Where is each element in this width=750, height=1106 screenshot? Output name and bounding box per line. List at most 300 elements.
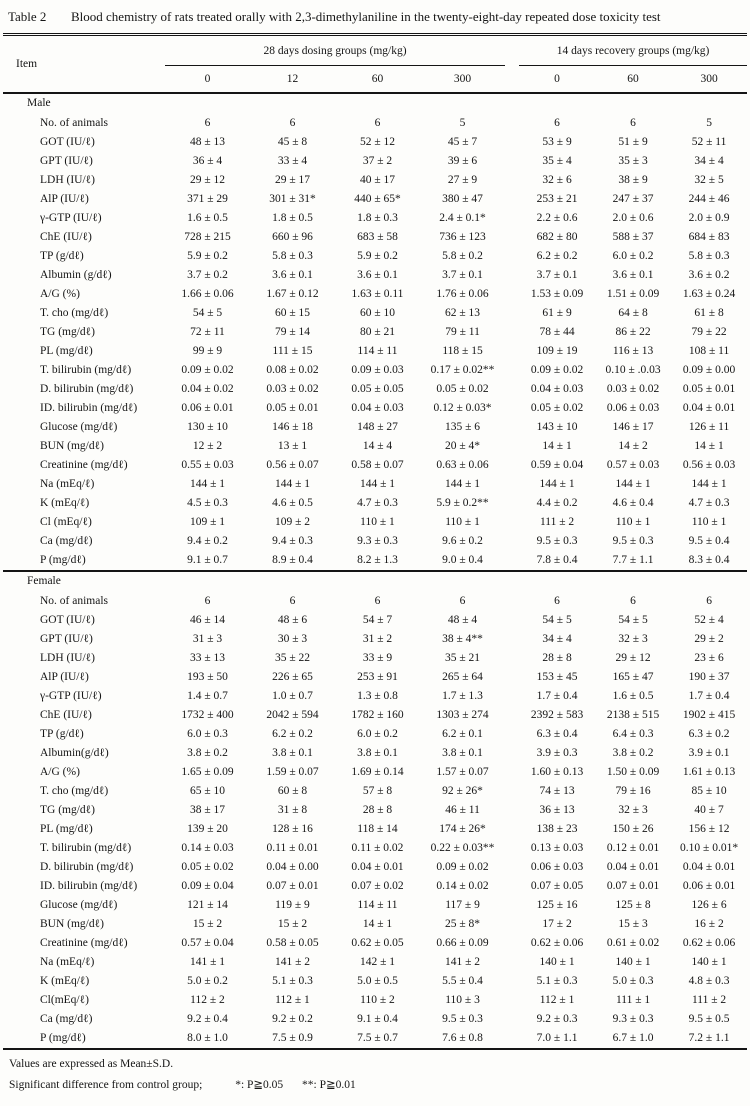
value-cell: 48 ± 13 xyxy=(189,135,226,148)
table-row xyxy=(3,114,747,133)
value-cell: 1782 ± 160 xyxy=(351,708,404,721)
column-gap xyxy=(505,228,519,247)
column-gap xyxy=(505,744,519,763)
value-cell: 0.12 ± 0.03* xyxy=(433,401,492,414)
value-cell: 79 ± 22 xyxy=(691,325,727,338)
value-cell: 0.14 ± 0.02 xyxy=(436,879,489,892)
row-item-label: D. bilirubin (mg/dℓ) xyxy=(40,860,134,873)
value-cell: 141 ± 2 xyxy=(274,955,311,968)
value-cell: 57 ± 8 xyxy=(362,784,393,797)
table-row xyxy=(3,972,747,991)
value-cell: 35 ± 21 xyxy=(444,651,481,664)
value-cell: 9.5 ± 0.5 xyxy=(688,1012,730,1025)
value-cell: 80 ± 21 xyxy=(359,325,396,338)
value-cell: 109 ± 2 xyxy=(274,515,311,528)
significance-p001: **: P≧0.01 xyxy=(302,1079,356,1091)
column-gap xyxy=(505,532,519,551)
value-cell: 8.2 ± 1.3 xyxy=(357,553,398,566)
row-item-label: No. of animals xyxy=(40,594,109,607)
value-cell: 61 ± 8 xyxy=(694,306,724,319)
value-cell: 112 ± 2 xyxy=(190,993,225,1006)
value-cell: 0.03 ± 0.02 xyxy=(606,382,660,395)
column-gap xyxy=(505,858,519,877)
row-item-label: P (mg/dℓ) xyxy=(40,1031,86,1044)
value-cell: 15 ± 2 xyxy=(277,917,308,930)
value-cell: 54 ± 5 xyxy=(542,613,572,626)
value-cell: 85 ± 10 xyxy=(691,784,727,797)
value-cell: 38 ± 9 xyxy=(618,173,648,186)
value-cell: 79 ± 14 xyxy=(274,325,311,338)
value-cell: 1.7 ± 0.4 xyxy=(688,689,730,702)
value-cell: 0.57 ± 0.04 xyxy=(181,936,234,949)
column-gap xyxy=(505,551,519,571)
row-item-label: K (mEq/ℓ) xyxy=(40,974,90,987)
value-cell: 40 ± 17 xyxy=(359,173,396,186)
column-gap xyxy=(505,991,519,1010)
column-gap xyxy=(505,687,519,706)
value-cell: 6.2 ± 0.1 xyxy=(442,727,483,740)
value-cell: 37 ± 2 xyxy=(362,154,393,167)
value-cell: 114 ± 11 xyxy=(357,898,398,911)
value-cell: 144 ± 1 xyxy=(539,477,575,490)
value-cell: 1.65 ± 0.09 xyxy=(181,765,234,778)
value-cell: 29 ± 17 xyxy=(274,173,311,186)
value-cell: 683 ± 58 xyxy=(357,230,398,243)
value-cell: 14 ± 1 xyxy=(362,917,393,930)
value-cell: 23 ± 6 xyxy=(694,651,724,664)
value-cell: 9.6 ± 0.2 xyxy=(442,534,483,547)
value-cell: 588 ± 37 xyxy=(612,230,654,243)
row-item-label: T. bilirubin (mg/dℓ) xyxy=(40,363,132,376)
column-gap xyxy=(505,323,519,342)
column-gap xyxy=(505,706,519,725)
value-cell: 0.03 ± 0.02 xyxy=(266,382,319,395)
value-cell: 14 ± 1 xyxy=(694,439,724,452)
value-cell: 4.7 ± 0.3 xyxy=(357,496,398,509)
value-cell: 2.0 ± 0.9 xyxy=(688,211,730,224)
value-cell: 16 ± 2 xyxy=(694,917,724,930)
value-cell: 1.59 ± 0.07 xyxy=(266,765,319,778)
value-cell: 32 ± 5 xyxy=(694,173,724,186)
recovery-group-header: 14 days recovery groups (mg/kg) xyxy=(519,35,747,66)
section-header-row xyxy=(3,571,747,592)
value-cell: 9.2 ± 0.3 xyxy=(536,1012,578,1025)
value-cell: 2042 ± 594 xyxy=(266,708,319,721)
row-item-label: GPT (IU/ℓ) xyxy=(40,632,93,645)
value-cell: 0.57 ± 0.03 xyxy=(606,458,660,471)
column-gap xyxy=(505,494,519,513)
value-cell: 33 ± 13 xyxy=(189,651,226,664)
table-row xyxy=(3,285,747,304)
value-cell: 119 ± 9 xyxy=(275,898,310,911)
value-cell: 0.55 ± 0.03 xyxy=(181,458,234,471)
value-cell: 3.6 ± 0.1 xyxy=(272,268,313,281)
row-item-label: AlP (IU/ℓ) xyxy=(40,670,89,683)
value-cell: 5.0 ± 0.2 xyxy=(187,974,228,987)
group-header-row xyxy=(3,35,747,66)
value-cell: 9.0 ± 0.4 xyxy=(442,553,483,566)
value-cell: 32 ± 3 xyxy=(618,632,648,645)
table-row xyxy=(3,228,747,247)
value-cell: 0.07 ± 0.01 xyxy=(266,879,319,892)
row-item-label: LDH (IU/ℓ) xyxy=(40,651,96,664)
column-gap xyxy=(505,592,519,611)
value-cell: 0.06 ± 0.03 xyxy=(606,401,660,414)
value-cell: 144 ± 1 xyxy=(359,477,396,490)
value-cell: 140 ± 1 xyxy=(615,955,651,968)
table-row xyxy=(3,304,747,323)
value-cell: 6.0 ± 0.3 xyxy=(187,727,228,740)
value-cell: 138 ± 23 xyxy=(536,822,578,835)
table-row xyxy=(3,399,747,418)
column-gap xyxy=(505,801,519,820)
table-row xyxy=(3,801,747,820)
value-cell: 5 xyxy=(706,116,712,129)
section-label: Male xyxy=(27,97,51,110)
table-row xyxy=(3,1010,747,1029)
row-item-label: Creatinine (mg/dℓ) xyxy=(40,936,128,949)
value-cell: 114 ± 11 xyxy=(357,344,398,357)
value-cell: 301 ± 31* xyxy=(269,192,316,205)
value-cell: 92 ± 26* xyxy=(442,784,483,797)
value-cell: 128 ± 16 xyxy=(272,822,313,835)
value-cell: 7.6 ± 0.8 xyxy=(442,1031,483,1044)
table-row xyxy=(3,133,747,152)
column-gap xyxy=(505,1029,519,1049)
table-row xyxy=(3,456,747,475)
value-cell: 125 ± 8 xyxy=(615,898,651,911)
value-cell: 126 ± 6 xyxy=(691,898,727,911)
value-cell: 0.17 ± 0.02** xyxy=(430,363,495,376)
value-cell: 6 xyxy=(459,594,466,607)
value-cell: 45 ± 8 xyxy=(277,135,308,148)
value-cell: 0.09 ± 0.02 xyxy=(436,860,489,873)
value-cell: 110 ± 1 xyxy=(691,515,727,528)
table-row xyxy=(3,706,747,725)
value-cell: 112 ± 1 xyxy=(275,993,310,1006)
value-cell: 6.0 ± 0.2 xyxy=(612,249,654,262)
table-row xyxy=(3,611,747,630)
value-cell: 118 ± 15 xyxy=(442,344,483,357)
column-gap xyxy=(505,630,519,649)
value-cell: 6 xyxy=(554,594,560,607)
value-cell: 0.61 ± 0.02 xyxy=(606,936,660,949)
value-cell: 684 ± 83 xyxy=(688,230,730,243)
value-cell: 9.1 ± 0.4 xyxy=(357,1012,398,1025)
column-gap xyxy=(505,418,519,437)
value-cell: 1.67 ± 0.12 xyxy=(266,287,319,300)
value-cell: 0.63 ± 0.06 xyxy=(436,458,489,471)
dose-col-header: 0 xyxy=(165,66,250,94)
value-cell: 111 ± 1 xyxy=(615,993,651,1006)
column-gap xyxy=(505,152,519,171)
value-cell: 0.04 ± 0.01 xyxy=(682,860,736,873)
value-cell: 0.58 ± 0.05 xyxy=(266,936,319,949)
value-cell: 6 xyxy=(289,116,296,129)
blood-chemistry-table xyxy=(3,33,747,1050)
column-gap xyxy=(505,763,519,782)
column-gap xyxy=(505,361,519,380)
dose-col-header: 12 xyxy=(250,66,335,94)
value-cell: 5.9 ± 0.2 xyxy=(187,249,228,262)
table-row xyxy=(3,342,747,361)
value-cell: 0.12 ± 0.01 xyxy=(606,841,660,854)
row-item-label: γ-GTP (IU/ℓ) xyxy=(40,211,102,224)
table-row xyxy=(3,896,747,915)
value-cell: 0.05 ± 0.01 xyxy=(266,401,319,414)
value-cell: 0.04 ± 0.01 xyxy=(351,860,404,873)
value-cell: 7.5 ± 0.9 xyxy=(272,1031,313,1044)
section-label: Female xyxy=(3,571,747,592)
value-cell: 165 ± 47 xyxy=(612,670,654,683)
value-cell: 14 ± 2 xyxy=(618,439,648,452)
table-row xyxy=(3,494,747,513)
value-cell: 141 ± 2 xyxy=(444,955,481,968)
value-cell: 0.58 ± 0.07 xyxy=(351,458,404,471)
value-cell: 1.61 ± 0.13 xyxy=(682,765,736,778)
value-cell: 31 ± 2 xyxy=(362,632,393,645)
value-cell: 728 ± 215 xyxy=(184,230,231,243)
value-cell: 7.7 ± 1.1 xyxy=(612,553,654,566)
value-cell: 25 ± 8* xyxy=(444,917,481,930)
value-cell: 2138 ± 515 xyxy=(606,708,660,721)
value-cell: 4.4 ± 0.2 xyxy=(536,496,578,509)
value-cell: 0.05 ± 0.02 xyxy=(181,860,234,873)
value-cell: 5.8 ± 0.3 xyxy=(688,249,730,262)
value-cell: 35 ± 22 xyxy=(274,651,311,664)
value-cell: 116 ± 13 xyxy=(612,344,654,357)
value-cell: 28 ± 8 xyxy=(542,651,572,664)
value-cell: 52 ± 4 xyxy=(694,613,724,626)
row-item-label: TG (mg/dℓ) xyxy=(40,803,96,816)
value-cell: 111 ± 15 xyxy=(272,344,313,357)
value-cell: 9.2 ± 0.4 xyxy=(187,1012,228,1025)
value-cell: 109 ± 19 xyxy=(536,344,578,357)
column-gap xyxy=(505,668,519,687)
value-cell: 45 ± 7 xyxy=(447,135,478,148)
value-cell: 14 ± 4 xyxy=(362,439,393,452)
table-row xyxy=(3,915,747,934)
value-cell: 144 ± 1 xyxy=(189,477,226,490)
value-cell: 27 ± 9 xyxy=(447,173,478,186)
value-cell: 48 ± 4 xyxy=(447,613,478,626)
value-cell: 112 ± 1 xyxy=(539,993,575,1006)
value-cell: 6 xyxy=(374,116,381,129)
table-row xyxy=(3,877,747,896)
table-row xyxy=(3,418,747,437)
value-cell: 110 ± 2 xyxy=(360,993,395,1006)
row-item-label: Cl(mEq/ℓ) xyxy=(40,993,89,1006)
value-cell: 0.11 ± 0.02 xyxy=(351,841,404,854)
value-cell: 9.4 ± 0.3 xyxy=(272,534,313,547)
row-item-label: AlP (IU/ℓ) xyxy=(40,192,89,205)
table-row xyxy=(3,592,747,611)
value-cell: 6.7 ± 1.0 xyxy=(612,1031,654,1044)
value-cell: 8.3 ± 0.4 xyxy=(688,553,730,566)
value-cell: 9.5 ± 0.4 xyxy=(688,534,730,547)
row-item-label: Creatinine (mg/dℓ) xyxy=(40,458,128,471)
value-cell: 265 ± 64 xyxy=(442,670,483,683)
value-cell: 6 xyxy=(706,594,712,607)
value-cell: 6 xyxy=(374,594,381,607)
significance-p005: *: P≧0.05 xyxy=(235,1079,284,1091)
dose-col-header: 60 xyxy=(335,66,420,94)
value-cell: 144 ± 1 xyxy=(444,477,481,490)
row-item-label: No. of animals xyxy=(40,116,109,129)
value-cell: 0.62 ± 0.05 xyxy=(351,936,404,949)
value-cell: 0.62 ± 0.06 xyxy=(530,936,584,949)
value-cell: 52 ± 11 xyxy=(691,135,727,148)
value-cell: 9.1 ± 0.7 xyxy=(187,553,228,566)
value-cell: 126 ± 11 xyxy=(688,420,730,433)
table-row xyxy=(3,839,747,858)
value-cell: 60 ± 10 xyxy=(359,306,396,319)
value-cell: 3.6 ± 0.2 xyxy=(688,268,730,281)
value-cell: 5 xyxy=(459,116,466,129)
table-row xyxy=(3,630,747,649)
row-item-label: ChE (IU/ℓ) xyxy=(40,230,92,243)
value-cell: 32 ± 6 xyxy=(542,173,572,186)
table-row xyxy=(3,209,747,228)
value-cell: 0.10 ± 0.01* xyxy=(680,841,739,854)
table-row xyxy=(3,649,747,668)
value-cell: 371 ± 29 xyxy=(187,192,228,205)
table-row xyxy=(3,247,747,266)
table-row xyxy=(3,380,747,399)
row-item-label: Ca (mg/dℓ) xyxy=(40,1012,93,1025)
value-cell: 28 ± 8 xyxy=(362,803,393,816)
table-number: Table 2 xyxy=(8,9,47,24)
value-cell: 9.5 ± 0.3 xyxy=(442,1012,483,1025)
table-row xyxy=(3,323,747,342)
value-cell: 121 ± 14 xyxy=(187,898,228,911)
value-cell: 30 ± 3 xyxy=(277,632,308,645)
row-item-label: GOT (IU/ℓ) xyxy=(40,613,95,626)
value-cell: 380 ± 47 xyxy=(442,192,483,205)
row-item-label: ChE (IU/ℓ) xyxy=(40,708,92,721)
value-cell: 8.9 ± 0.4 xyxy=(272,553,313,566)
row-item-label: TP (g/dℓ) xyxy=(40,727,84,740)
column-gap xyxy=(505,247,519,266)
value-cell: 1.63 ± 0.24 xyxy=(682,287,736,300)
value-cell: 61 ± 9 xyxy=(542,306,572,319)
column-gap xyxy=(505,953,519,972)
value-cell: 60 ± 8 xyxy=(277,784,308,797)
table-row xyxy=(3,687,747,706)
value-cell: 5.1 ± 0.3 xyxy=(536,974,578,987)
value-cell: 48 ± 6 xyxy=(277,613,308,626)
value-cell: 156 ± 12 xyxy=(688,822,730,835)
value-cell: 1.8 ± 0.5 xyxy=(272,211,313,224)
table-row xyxy=(3,190,747,209)
value-cell: 6 xyxy=(630,594,636,607)
value-cell: 65 ± 10 xyxy=(189,784,226,797)
value-cell: 46 ± 14 xyxy=(189,613,226,626)
value-cell: 110 ± 1 xyxy=(445,515,480,528)
value-cell: 1.8 ± 0.3 xyxy=(357,211,398,224)
column-gap xyxy=(505,915,519,934)
table-caption xyxy=(3,6,747,33)
value-cell: 29 ± 2 xyxy=(694,632,724,645)
value-cell: 139 ± 20 xyxy=(187,822,228,835)
value-cell: 1.6 ± 0.5 xyxy=(187,211,228,224)
value-cell: 190 ± 37 xyxy=(688,670,730,683)
dose-col-header: 60 xyxy=(595,66,671,94)
value-cell: 0.56 ± 0.07 xyxy=(266,458,319,471)
value-cell: 1.4 ± 0.7 xyxy=(187,689,228,702)
value-cell: 0.06 ± 0.03 xyxy=(530,860,584,873)
value-cell: 7.8 ± 0.4 xyxy=(536,553,578,566)
row-item-label: ID. bilirubin (mg/dℓ) xyxy=(40,401,138,414)
value-cell: 0.05 ± 0.01 xyxy=(682,382,736,395)
value-cell: 29 ± 12 xyxy=(615,651,651,664)
row-item-label: GOT (IU/ℓ) xyxy=(40,135,95,148)
value-cell: 3.7 ± 0.1 xyxy=(442,268,483,281)
value-cell: 135 ± 6 xyxy=(444,420,481,433)
table-row xyxy=(3,513,747,532)
dosing-group-header: 28 days dosing groups (mg/kg) xyxy=(165,35,505,66)
column-gap xyxy=(505,133,519,152)
value-cell: 1.6 ± 0.5 xyxy=(612,689,654,702)
value-cell: 0.06 ± 0.01 xyxy=(682,879,736,892)
value-cell: 0.05 ± 0.02 xyxy=(436,382,489,395)
column-gap xyxy=(505,839,519,858)
value-cell: 0.07 ± 0.02 xyxy=(351,879,404,892)
value-cell: 0.04 ± 0.00 xyxy=(266,860,319,873)
column-gap xyxy=(505,972,519,991)
column-gap xyxy=(505,190,519,209)
value-cell: 1.7 ± 0.4 xyxy=(536,689,578,702)
value-cell: 9.5 ± 0.3 xyxy=(536,534,578,547)
value-cell: 1.50 ± 0.09 xyxy=(606,765,660,778)
column-gap xyxy=(505,649,519,668)
column-gap xyxy=(505,285,519,304)
value-cell: 6.4 ± 0.3 xyxy=(612,727,654,740)
value-cell: 2.2 ± 0.6 xyxy=(536,211,578,224)
value-cell: 110 ± 3 xyxy=(445,993,480,1006)
row-item-label: Glucose (mg/dℓ) xyxy=(40,420,118,433)
column-gap xyxy=(505,114,519,133)
value-cell: 247 ± 37 xyxy=(612,192,654,205)
row-item-label: PL (mg/dℓ) xyxy=(40,822,93,835)
value-cell: 0.22 ± 0.03** xyxy=(430,841,495,854)
table-row xyxy=(3,782,747,801)
value-cell: 0.62 ± 0.06 xyxy=(682,936,736,949)
value-cell: 33 ± 4 xyxy=(277,154,308,167)
value-cell: 244 ± 46 xyxy=(688,192,730,205)
value-cell: 31 ± 3 xyxy=(192,632,223,645)
value-cell: 3.7 ± 0.2 xyxy=(187,268,228,281)
column-gap xyxy=(505,437,519,456)
value-cell: 143 ± 10 xyxy=(536,420,578,433)
value-cell: 6.2 ± 0.2 xyxy=(272,727,313,740)
table-row xyxy=(3,171,747,190)
table-row xyxy=(3,1029,747,1049)
value-cell: 15 ± 2 xyxy=(192,917,223,930)
value-cell: 38 ± 4** xyxy=(442,632,483,645)
value-cell: 5.0 ± 0.5 xyxy=(357,974,398,987)
value-cell: 0.04 ± 0.03 xyxy=(530,382,584,395)
row-item-label: K (mEq/ℓ) xyxy=(40,496,90,509)
row-item-label: BUN (mg/dℓ) xyxy=(40,917,104,930)
value-cell: 5.8 ± 0.3 xyxy=(272,249,313,262)
value-cell: 1.76 ± 0.06 xyxy=(436,287,489,300)
row-item-label: D. bilirubin (mg/dℓ) xyxy=(40,382,134,395)
value-cell: 35 ± 4 xyxy=(542,154,572,167)
value-cell: 736 ± 123 xyxy=(439,230,486,243)
row-item-label: TG (mg/dℓ) xyxy=(40,325,96,338)
value-cell: 8.0 ± 1.0 xyxy=(187,1031,228,1044)
